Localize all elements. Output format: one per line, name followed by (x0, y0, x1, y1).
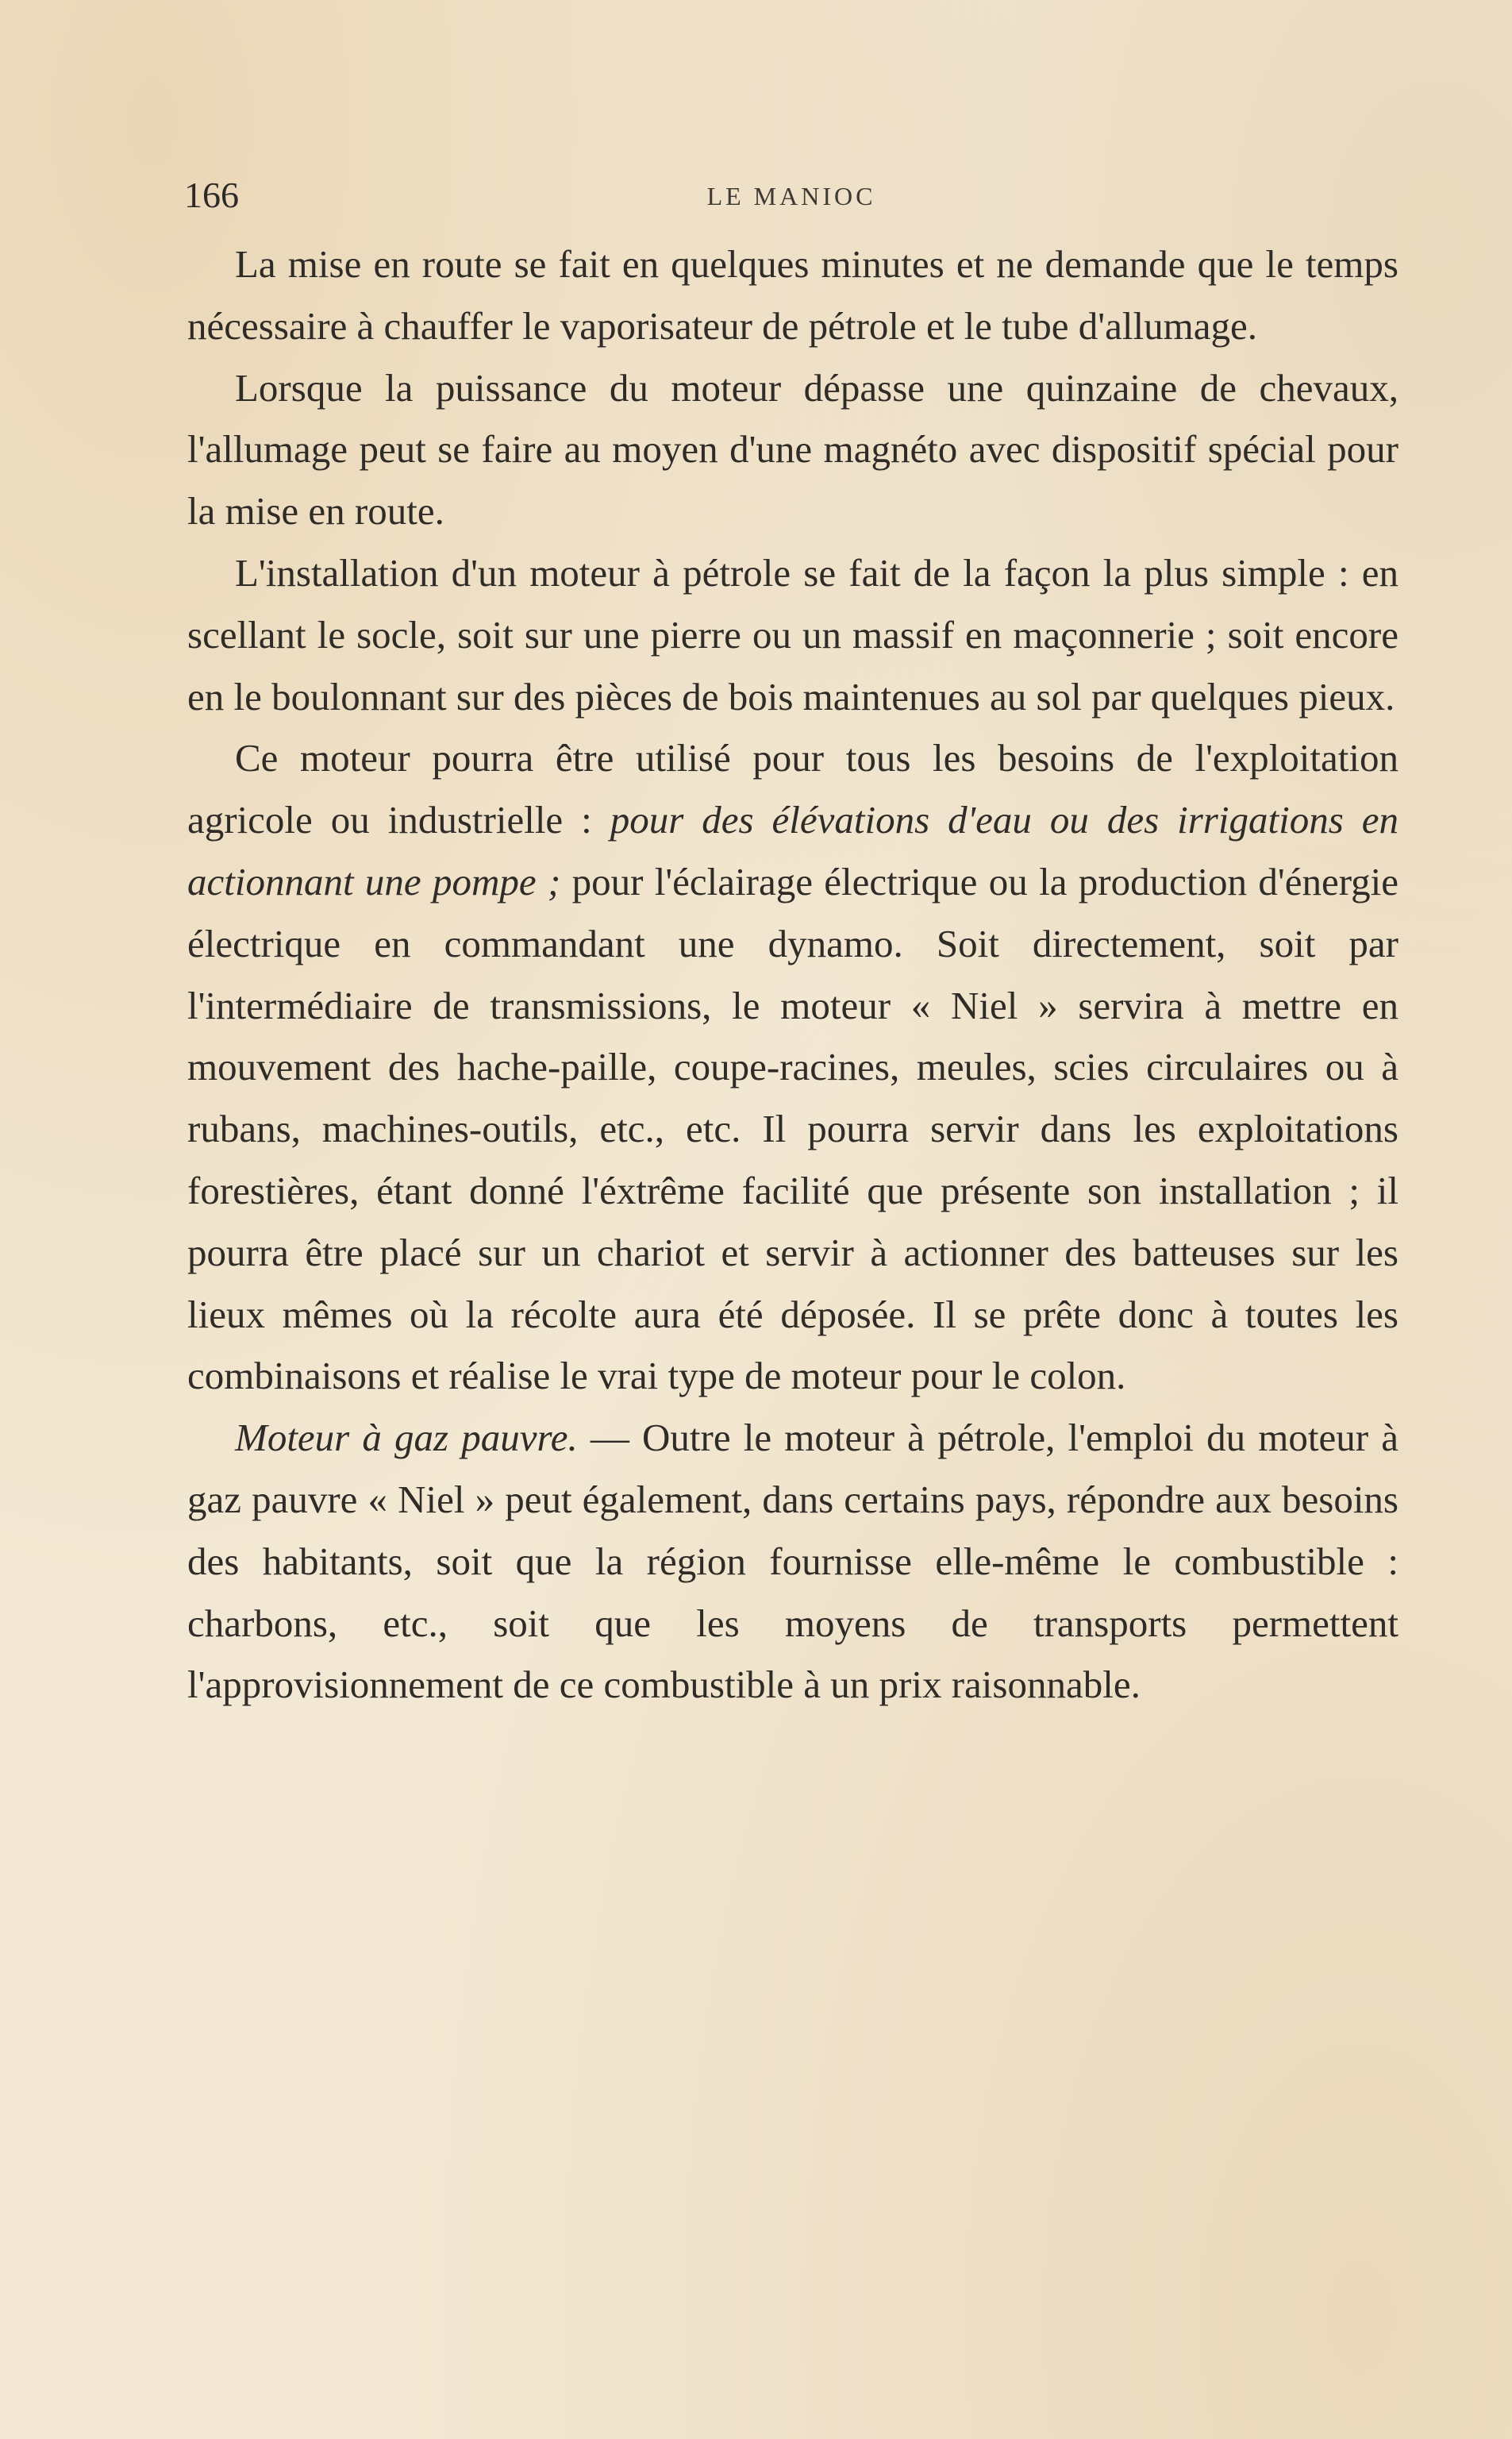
paragraph-5 (187, 1407, 1399, 1716)
paragraph-4-text-before: Ce moteur pourra être utilisé pour tous les besoins de l'exploitation agricole ou industrielle : (187, 736, 1399, 842)
paragraph-1: La mise en route se fait en quelques minutes et ne demande que le temps nécessaire à chauffer le vaporisateur de pétrole et le tube d'allumage. (187, 242, 1399, 348)
paragraph-2: Lorsque la puissance du moteur dépasse une quinzaine de chevaux, l'allumage peut se faire au moyen d'une magnéto avec dispositif spécial pour la mise en route. (187, 365, 1399, 534)
paragraph-5-italic-lead: Moteur à gaz pauvre. (235, 1416, 578, 1460)
body-text (187, 233, 1399, 1716)
paragraph-4-italic: pour des élévations d'eau ou des irrigations en actionnant une pompe ; (187, 798, 1399, 904)
page-header (184, 171, 1399, 219)
page-number: 166 (184, 175, 239, 215)
running-title: LE MANIOC (706, 182, 876, 210)
paragraph-4-text-after: pour l'éclairage électrique ou la production d'énergie électrique en commandant une dynamo. Soit directement, soit par l'intermédiaire de transmissions, le moteur « Niel » servira à mettre en mouvement des hache-paille, coupe-racines, meules, scies circulaires ou à rubans, machines-outils, etc., etc. Il pourra servir dans les exploitations forestières, étant donné l'éxtrême facilité que présente son installation ; il pourra être placé sur un chariot et servir à actionner des batteuses sur les lieux mêmes où la récolte aura été déposée. Il se prête donc à toutes les combinaisons et réalise le vrai type de moteur pour le colon. (187, 859, 1399, 1398)
paragraph-5-text: — Outre le moteur à pétrole, l'emploi du moteur à gaz pauvre « Niel » peut également, dans certains pays, répondre aux besoins des habitants, soit que la région fournisse elle-même le combustible : charbons, etc., soit que les moyens de transports permettent l'approvisionnement de ce combustible à un prix raisonnable. (187, 1416, 1399, 1707)
paragraph-4 (187, 727, 1399, 1407)
paragraph-3: L'installation d'un moteur à pétrole se fait de la façon la plus simple : en scellant le socle, soit sur une pierre ou un massif en maçonnerie ; soit encore en le boulonnant sur des pièces de bois maintenues au sol par quelques pieux. (187, 550, 1399, 719)
